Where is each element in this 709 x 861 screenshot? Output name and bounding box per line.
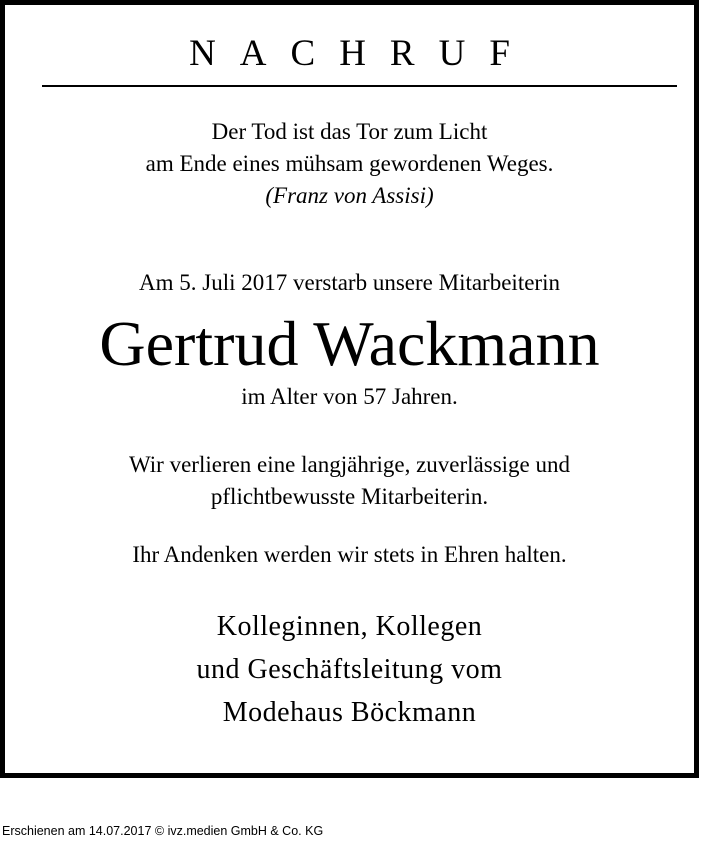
- signers-block: [5, 605, 694, 734]
- quote-block: [5, 116, 694, 212]
- obituary-heading: NACHRUF: [189, 33, 534, 74]
- deceased-name: Gertrud Wackmann: [99, 308, 600, 379]
- quote-line-1: Der Tod ist das Tor zum Licht: [211, 119, 488, 144]
- signers-line-1: Kolleginnen, Kollegen: [216, 611, 483, 642]
- quote-author: (Franz von Assisi): [265, 183, 434, 208]
- memory-text: Ihr Andenken werden wir stets in Ehren halten.: [132, 542, 567, 567]
- tribute-line-1: Wir verlieren eine langjährige, zuverlässige und: [129, 452, 570, 477]
- death-announcement: Am 5. Juli 2017 verstarb unsere Mitarbeiterin: [139, 270, 560, 295]
- signers-line-2: und Geschäftsleitung vom: [196, 654, 503, 685]
- tribute-line-2: pflichtbewusste Mitarbeiterin.: [210, 484, 489, 509]
- publication-footer: Erschienen am 14.07.2017 © ivz.medien GmbH & Co. KG: [2, 824, 324, 838]
- heading-divider: [42, 85, 677, 87]
- deceased-age: im Alter von 57 Jahren.: [241, 384, 458, 409]
- tribute-text: [5, 449, 694, 513]
- signers-line-3: Modehaus Böckmann: [222, 697, 477, 728]
- quote-line-2: am Ende eines mühsam gewordenen Weges.: [145, 151, 554, 176]
